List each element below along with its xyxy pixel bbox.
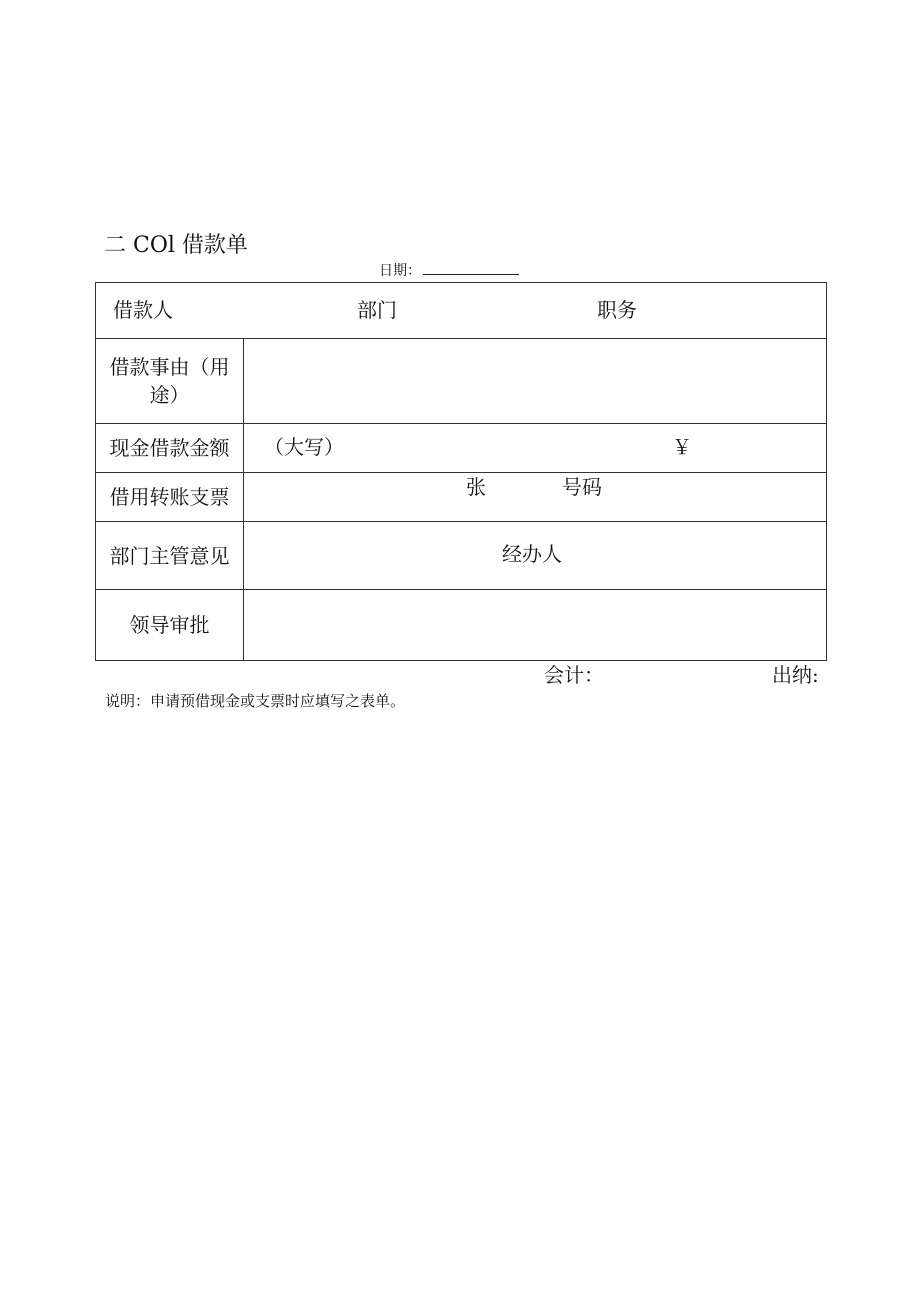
document-title: 二 COl 借款单 — [104, 233, 248, 258]
leader-approval-cell[interactable] — [244, 590, 827, 661]
borrower-label: 借款人 — [113, 298, 173, 322]
date-label: 日期： — [379, 263, 421, 279]
handler-label: 经办人 — [502, 542, 562, 566]
purpose-input-cell[interactable] — [244, 339, 827, 424]
form-note: 说明：申请预借现金或支票时应填写之表单。 — [105, 692, 406, 710]
dept-opinion-cell[interactable] — [244, 522, 827, 590]
yen-symbol: ￥ — [672, 435, 692, 459]
purpose-row — [96, 339, 827, 424]
accountant-label: 会计： — [544, 663, 604, 687]
borrower-row — [96, 283, 827, 339]
cash-amount-cell[interactable] — [244, 424, 827, 473]
check-number-label: 号码 — [562, 475, 602, 499]
date-blank-line[interactable] — [423, 260, 519, 275]
leader-approval-label: 领导审批 — [96, 590, 244, 661]
leader-approval-row — [96, 590, 827, 661]
dept-opinion-row — [96, 522, 827, 590]
cashier-label: 出纳: — [772, 663, 819, 687]
sheets-label: 张 — [466, 475, 486, 499]
department-label: 部门 — [357, 298, 397, 322]
transfer-check-label: 借用转账支票 — [96, 473, 244, 522]
transfer-check-cell[interactable] — [244, 473, 827, 522]
cash-amount-label: 现金借款金额 — [96, 424, 244, 473]
cash-amount-row — [96, 424, 827, 473]
purpose-label-cell — [96, 339, 244, 424]
capital-amount-label: （大写） — [264, 435, 344, 459]
borrower-cell[interactable] — [96, 283, 827, 339]
date-field — [379, 260, 519, 281]
position-label: 职务 — [597, 298, 637, 322]
purpose-label: 借款事由（用途） — [109, 355, 230, 407]
loan-form-table — [95, 282, 827, 661]
dept-opinion-label: 部门主管意见 — [96, 522, 244, 590]
transfer-check-row — [96, 473, 827, 522]
